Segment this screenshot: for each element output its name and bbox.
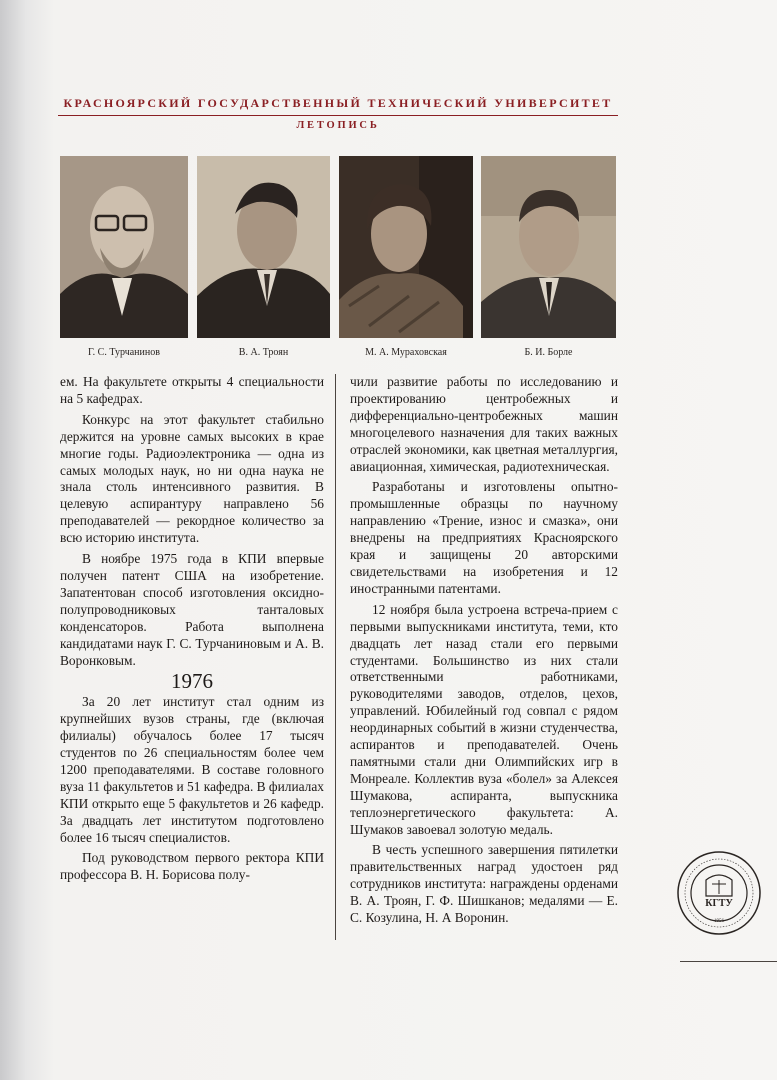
paragraph: чили развитие работы по исследованию и проектированию центробежных и дифференциально-центробежных машин многоцелевого назначения для таких важных отраслей экономики, как цветная металлургия, авиационная, химическая, радиотехническая. — [350, 374, 618, 474]
right-text-column — [350, 374, 618, 931]
paragraph: 12 ноября была устроена встреча-прием с первыми выпускниками института, теми, кто двадцать лет назад стали его первыми студентами. Большинство из них стали ответственными работниками, руководителями заводов, отделов, цехов, управлений. Юбилейный год совпал с рядом неординарных событий в жизни студенчества, аспирантов и преподавателей. Очень памятными стали дни Олимпийских игр в Монреале. Коллектив вуза «болел» за Алексея Шумакова, аспиранта, выпускника теплоэнергетического факультета: А. Шумаков завоевал золотую медаль. — [350, 601, 618, 837]
paragraph: Под руководством первого ректора КПИ профессора В. Н. Борисова полу- — [60, 850, 324, 883]
left-text-column — [60, 374, 324, 888]
paragraph: Конкурс на этот факультет стабильно держится на уровне самых высоких в крае многие годы. Радиоэлектроника — одна из самых молодых наук, но ни одна наука не знала столь интенсивного развития. В целевую аспирантуру направлено 56 преподавателей — рекордное количество за всю историю института. — [60, 411, 324, 546]
seal-year-text: 1956 — [714, 919, 724, 924]
portrait-photo-4 — [481, 156, 616, 338]
portrait-photo-3 — [339, 156, 473, 338]
paragraph: ем. На факультете открыты 4 специальности на 5 кафедрах. — [60, 374, 324, 406]
photo-caption-2: В. А. Троян — [238, 347, 289, 358]
portrait-photo-1 — [60, 156, 188, 338]
running-header-subtitle: ЛЕТОПИСЬ — [296, 120, 380, 131]
photo-caption-4: Б. И. Борле — [524, 347, 573, 358]
paragraph: В честь успешного завершения пятилетки правительственных наград удостоен ряд сотрудников института: награждены орденами В. А. Троян, Г. Ф. Шишканов; медалями — Е. С. Козулина, Н. А Воронин. — [350, 842, 618, 926]
paragraph: За 20 лет институт стал одним из крупнейших вузов страны, где (включая филиалы) обучалось более 17 тысяч студентов по 26 специальностям более чем 1200 преподавателями. В составе головного вуза 11 факультетов и 51 кафедра. В филиалах КПИ открыто еще 5 факультетов и 26 кафедр. За двадцать лет институтом подготовлено более 16 тысяч специалистов. — [60, 694, 324, 845]
paragraph: В ноябре 1975 года в КПИ впервые получен патент США на изобретение. Запатентован способ изготовления оксидно-полупроводниковых танталовых конденсаторов. Работа выполнена кандидатами наук Г. С. Турчаниновым и А. В. Воронковым. — [60, 551, 324, 668]
year-heading: 1976 — [171, 669, 213, 694]
header-rule — [58, 115, 618, 116]
photo-caption-3: М. А. Мураховская — [365, 347, 447, 358]
column-divider — [335, 374, 336, 940]
photo-caption-1: Г. С. Турчанинов — [88, 347, 160, 358]
university-seal-icon — [676, 850, 762, 936]
paragraph: Разработаны и изготовлены опытно-промышленные образцы по научному направлению «Трение, износ и смазка», они внедрены на предприятиях Красноярского края и защищены 20 авторскими свидетельствами на изобретения и 12 иностранными патентами. — [350, 479, 618, 596]
portrait-photo-2 — [197, 156, 330, 338]
running-header-title: КРАСНОЯРСКИЙ ГОСУДАРСТВЕННЫЙ ТЕХНИЧЕСКИЙ УНИВЕРСИТЕТ — [63, 96, 613, 110]
seal-center-text: КГТУ — [705, 898, 733, 909]
footer-rule — [680, 961, 777, 962]
